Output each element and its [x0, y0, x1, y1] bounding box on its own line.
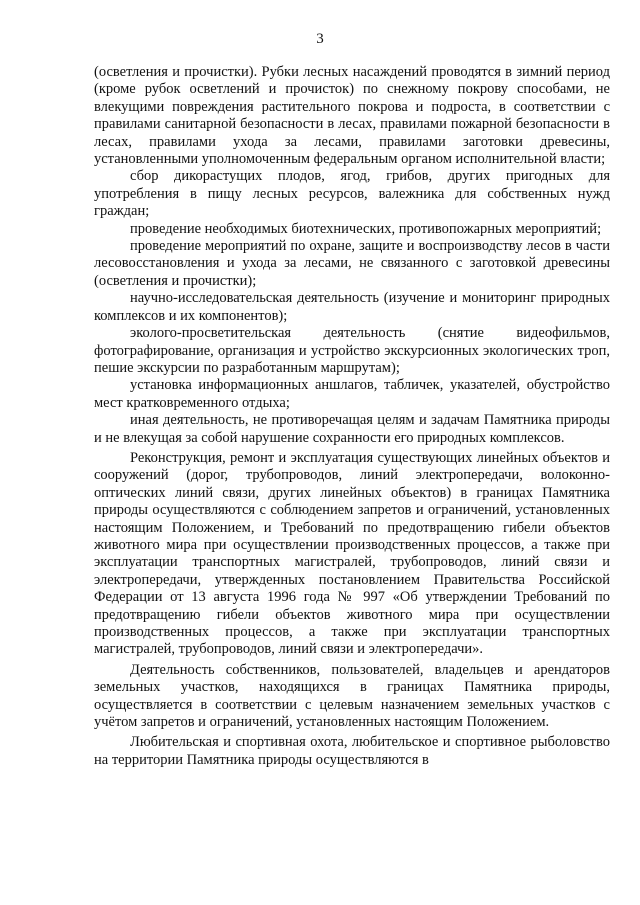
paragraph-continuation-logging: (осветления и прочистки). Рубки лесных насаждений проводятся в зимний период (кроме рубок осветлений и прочисток) по снежному покрову способами, не влекущими повреждения растительного покрова и подроста, в соответствии с правилами санитарной безопасности в лесах, правилами пожарной безопасности в лесах, правилами ухода за лесами, правилами заготовки древесины, установленными уполномоченным федеральным органом исполнительной власти;: [94, 64, 610, 168]
paragraph-biotechnical-measures: проведение необходимых биотехнических, противопожарных мероприятий;: [130, 220, 602, 237]
paragraph-information-signs: установка информационных аншлагов, табличек, указателей, обустройство мест кратковременного отдыха;: [94, 377, 610, 411]
paragraph-forest-protection: проведение мероприятий по охране, защите и воспроизводству лесов в части лесовосстановления и ухода за лесами, не связанного с заготовкой древесины (осветления и прочистки);: [94, 238, 610, 289]
paragraph-wild-fruit-collection: сбор дикорастущих плодов, ягод, грибов, других пригодных для употребления в пищу лесных ресурсов, валежника для собственных нужд граждан;: [94, 168, 610, 220]
document-body: [94, 64, 610, 769]
paragraph-other-activity: иная деятельность, не противоречащая целям и задачам Памятника природы и не влекущая за собой нарушение сохранности его природных комплексов.: [94, 412, 610, 446]
paragraph-land-owners: Деятельность собственников, пользователей, владельцев и арендаторов земельных участков, находящихся в границах Памятника природы, осуществляется в соответствии с целевым назначением земельных участков с учётом запретов и ограничений, установленных настоящим Положением.: [94, 661, 610, 731]
paragraph-linear-objects: Реконструкция, ремонт и эксплуатация существующих линейных объектов и сооружений (дорог, трубопроводов, линий электропередачи, волоконно-оптических линий связи, других линейных объектов) в границах Памятника природы осуществляются с соблюдением запретов и ограничений, установленных настоящим Положением, и Требований по предотвращению гибели объектов животного мира при осуществлении производственных процессов, а также при эксплуатации транспортных магистралей, трубопроводов, линий связи и электропередачи, утвержденных постановлением Правительства Российской Федерации от 13 августа 1996 года № 997 «Об утверждении Требований по предотвращению гибели объектов животного мира при осуществлении производственных процессов, а также при эксплуатации транспортных магистралей, трубопроводов, линий связи и электропередачи».: [94, 449, 610, 658]
paragraph-research-activity: научно-исследовательская деятельность (изучение и мониторинг природных комплексов и их компонентов);: [94, 290, 610, 324]
paragraph-eco-education: эколого-просветительская деятельность (снятие видеофильмов, фотографирование, организация и устройство экскурсионных экологических троп, пешие экскурсии по разработанным маршрутам);: [94, 325, 610, 376]
page-number: 3: [316, 31, 324, 47]
paragraph-hunting-fishing: Любительская и спортивная охота, любительское и спортивное рыболовство на территории Памятника природы осуществляются в: [94, 734, 610, 768]
